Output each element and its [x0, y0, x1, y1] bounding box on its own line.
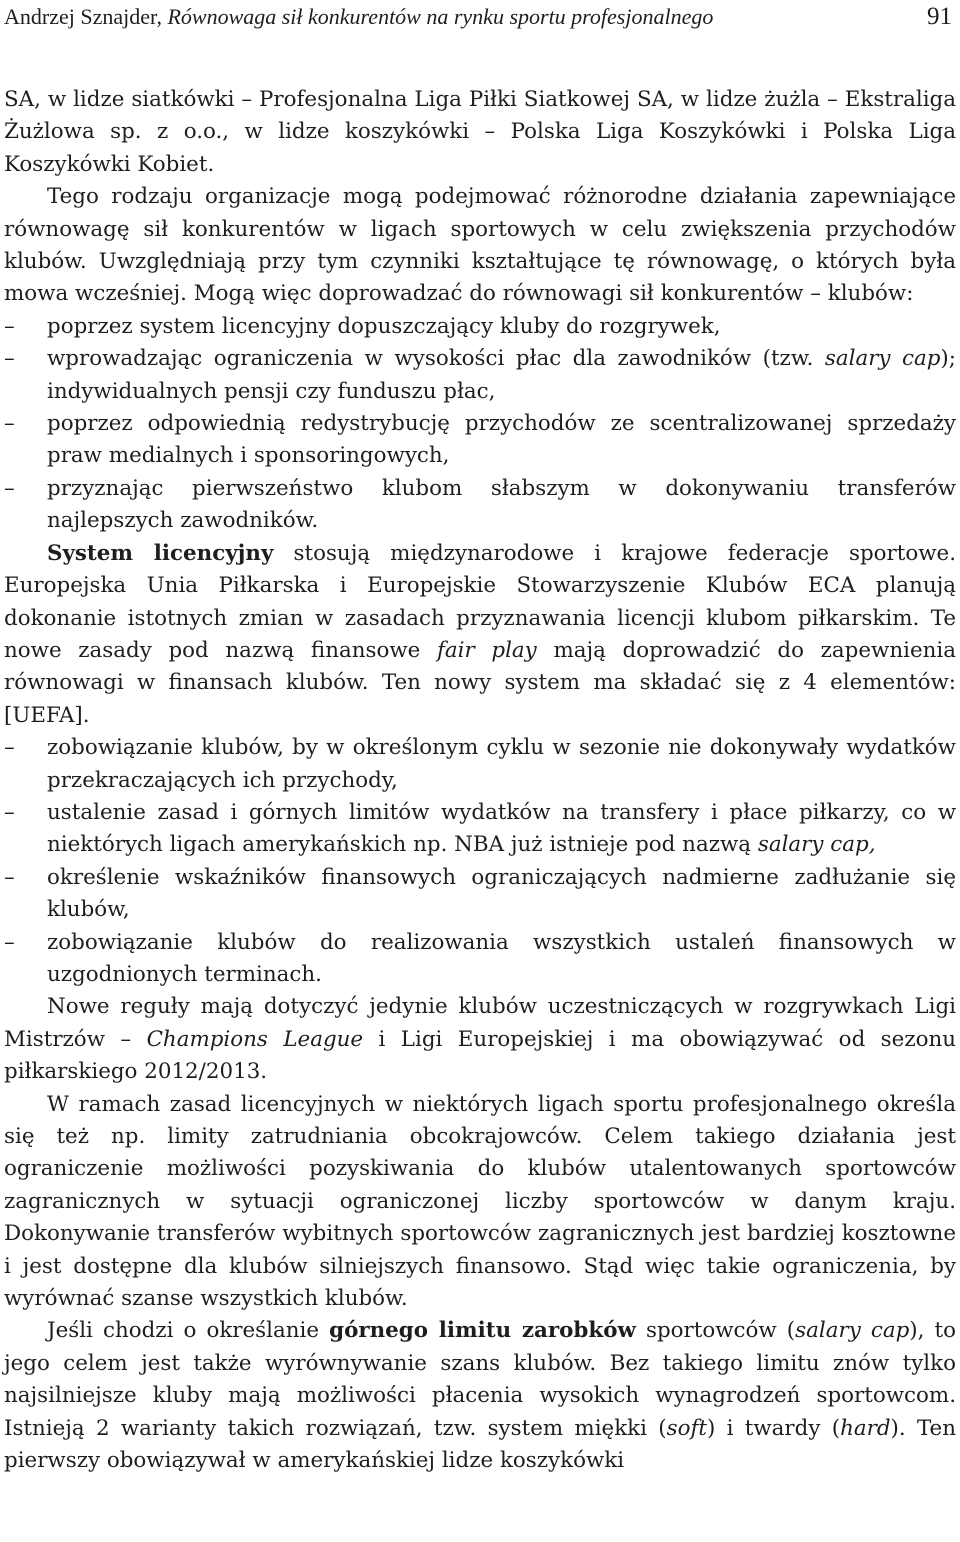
page-number: 91 — [927, 3, 952, 30]
term-salary-cap: górnego limitu zarobków — [329, 1318, 636, 1344]
list-item: – określenie wskaźników finansowych ograniczających nadmierne zadłużanie się klubów, — [4, 862, 956, 927]
list-item: – wprowadzając ograniczenia w wysokości płac dla zawodników (tzw. salary cap); indywidualnych pensji czy funduszu płac, — [4, 343, 956, 408]
list-dash: – — [4, 864, 15, 890]
paragraph-2: Tego rodzaju organizacje mogą podejmować różnorodne działania zapewniające równowagę sił konkurentów w ligach sportowych w celu zwiększenia przychodów klubów. Uwzględniają przy tym czynniki kształtujące tę równowagę, o których była mowa wcześniej. Mogą więc doprowadzać do równowagi sił konkurentów – klubów: — [4, 184, 956, 307]
paragraph-4: Nowe reguły mają dotyczyć jedynie klubów uczestniczących w rozgrywkach Ligi Mistrzów – Champions League i Ligi Europejskiej i ma obowiązywać od sezonu piłkarskiego 2012/2013. — [4, 994, 957, 1085]
list-item: – ustalenie zasad i górnych limitów wydatków na transfery i płace piłkarzy, co w niektórych ligach amerykańskich np. NBA już istnieje pod nazwą salary cap, — [4, 797, 956, 862]
list-item: – poprzez odpowiednią redystrybucję przychodów ze scentralizowanej sprzedaży praw medialnych i sponsoringowych, — [4, 408, 956, 473]
list-2 — [4, 732, 956, 991]
list-dash: – — [4, 346, 15, 372]
list-dash: – — [4, 313, 15, 339]
list-dash: – — [4, 799, 15, 825]
list-dash: – — [4, 475, 15, 501]
body-text — [4, 84, 956, 1477]
paragraph-1: SA, w lidze siatkówki – Profesjonalna Liga Piłki Siatkowej SA, w lidze żużla – Ekstraliga Żużlowa sp. z o.o., w lidze koszykówki – Polska Liga Koszykówki i Polska Liga Koszykówki Kobiet. — [4, 87, 956, 177]
header-title: Równowaga sił konkurentów na rynku sportu profesjonalnego — [167, 4, 714, 29]
list-dash: – — [4, 735, 15, 761]
paragraph-5: W ramach zasad licencyjnych w niektórych ligach sportu profesjonalnego określa się też np. limity zatrudniania obcokrajowców. Celem takiego działania jest ograniczenie możliwości pozyskiwania do klubów utalentowanych sportowców zagranicznych w sytuacji ograniczonej liczby sportowców w danym kraju. Dokonywanie transferów wybitnych sportowców zagranicznych jest bardziej kosztowne i jest dostępne dla klubów silniejszych finansowo. Stąd więc takie ograniczenia, by wyrównać szanse wszystkich klubów. — [4, 1091, 956, 1312]
list-item: – zobowiązanie klubów, by w określonym cyklu w sezonie nie dokonywały wydatków przekraczających ich przychody, — [4, 732, 956, 797]
paragraph-3: System licencyjny stosują międzynarodowe i krajowe federacje sportowe. Europejska Unia Piłkarska i Europejskie Stowarzyszenie Klubów ECA planują dokonanie istotnych zmian w zasadach przyznawania licencji klubom piłkarskim. Te nowe zasady pod nazwą finansowe fair play mają doprowadzić do zapewnienia równowagi w finansach klubów. Ten nowy system ma składać się z 4 elementów: [UEFA]. — [4, 540, 956, 728]
header-author: Andrzej Sznajder, — [4, 4, 168, 29]
list-item: – przyznając pierwszeństwo klubom słabszym w dokonywaniu transferów najlepszych zawodników. — [4, 473, 956, 538]
list-item: – zobowiązanie klubów do realizowania wszystkich ustaleń finansowych w uzgodnionych terminach. — [4, 927, 956, 992]
list-dash: – — [4, 411, 15, 437]
term-licensing-system: System licencyjny — [47, 540, 274, 566]
list-dash: – — [4, 929, 15, 955]
paragraph-6: Jeśli chodzi o określanie górnego limitu zarobków sportowców (salary cap), to jego celem jest także wyrównywanie szans klubów. Bez takiego limitu znów tylko najsilniejsze kluby mają możliwości płacenia wysokich wynagrodzeń sportowcom. Istnieją 2 warianty takich rozwiązań, tzw. system miękki (soft) i twardy (hard). Ten pierwszy obowiązywał w amerykańskiej lidze koszykówki — [4, 1318, 956, 1474]
list-1 — [4, 311, 956, 538]
list-item: – poprzez system licencyjny dopuszczający kluby do rozgrywek, — [4, 311, 956, 343]
running-header — [4, 2, 952, 32]
